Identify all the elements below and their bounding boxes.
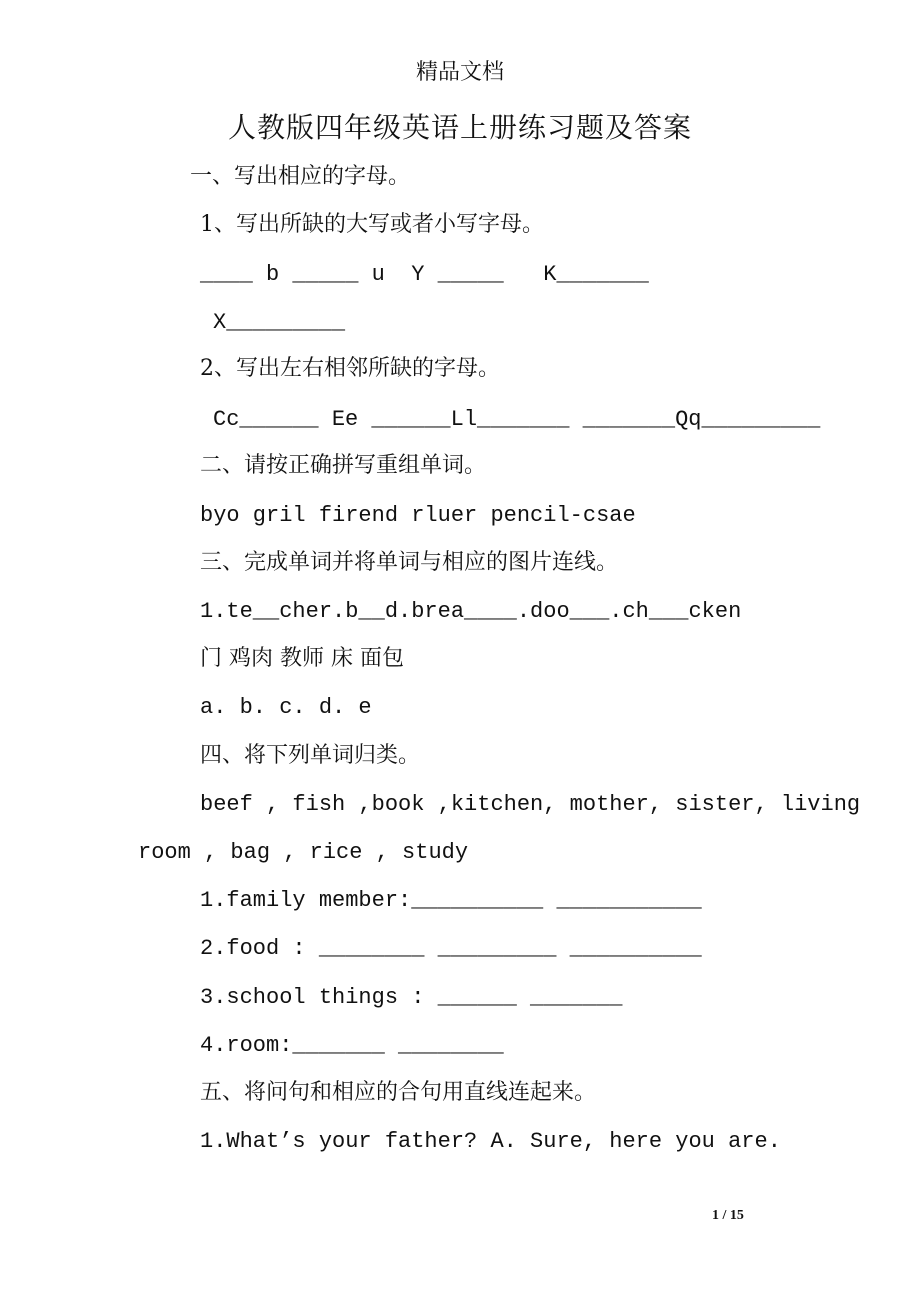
question-1-1: 1、写出所缺的大写或者小写字母。 [200, 212, 544, 237]
matching-question-1: 1.What’s your father? A. Sure, here you are. [200, 1129, 781, 1154]
word-list-line-2: room , bag , rice , study [138, 840, 469, 865]
header-label: 精品文档 [415, 60, 504, 85]
letter-blanks-row-1: ____ b _____ u Y _____ K_______ [200, 262, 649, 287]
document-title: 人教版四年级英语上册练习题及答案 [227, 111, 692, 144]
section-1-heading: 一、写出相应的字母。 [190, 164, 411, 189]
picture-letters-row: a. b. c. d. e [200, 695, 372, 720]
section-5-heading: 五、将问句和相应的合句用直线连起来。 [200, 1080, 597, 1105]
letter-blanks-row-2: X_________ [213, 310, 346, 335]
picture-words-row: 门 鸡肉 教师 床 面包 [200, 646, 404, 671]
section-4-heading: 四、将下列单词归类。 [200, 743, 421, 768]
category-school-things: 3.school things : ______ _______ [200, 985, 623, 1010]
word-completion-row: 1.te__cher.b__d.brea____.doo___.ch___cken [200, 599, 742, 624]
adjacent-letters-row: Cc______ Ee ______Ll_______ _______Qq_________ [213, 407, 821, 432]
page-number: 1 / 15 [712, 1208, 744, 1223]
section-2-heading: 二、请按正确拼写重组单词。 [200, 453, 487, 478]
category-room: 4.room:_______ ________ [200, 1033, 504, 1058]
category-food: 2.food : ________ _________ __________ [200, 936, 702, 961]
word-list-line-1: beef , fish ,book ,kitchen, mother, sister, living [200, 792, 861, 817]
scrambled-words: byo gril firend rluer pencil-csae [200, 503, 636, 528]
section-3-heading: 三、完成单词并将单词与相应的图片连线。 [200, 550, 619, 575]
category-family-member: 1.family member:__________ ___________ [200, 888, 702, 913]
question-1-2: 2、写出左右相邻所缺的字母。 [200, 356, 500, 381]
